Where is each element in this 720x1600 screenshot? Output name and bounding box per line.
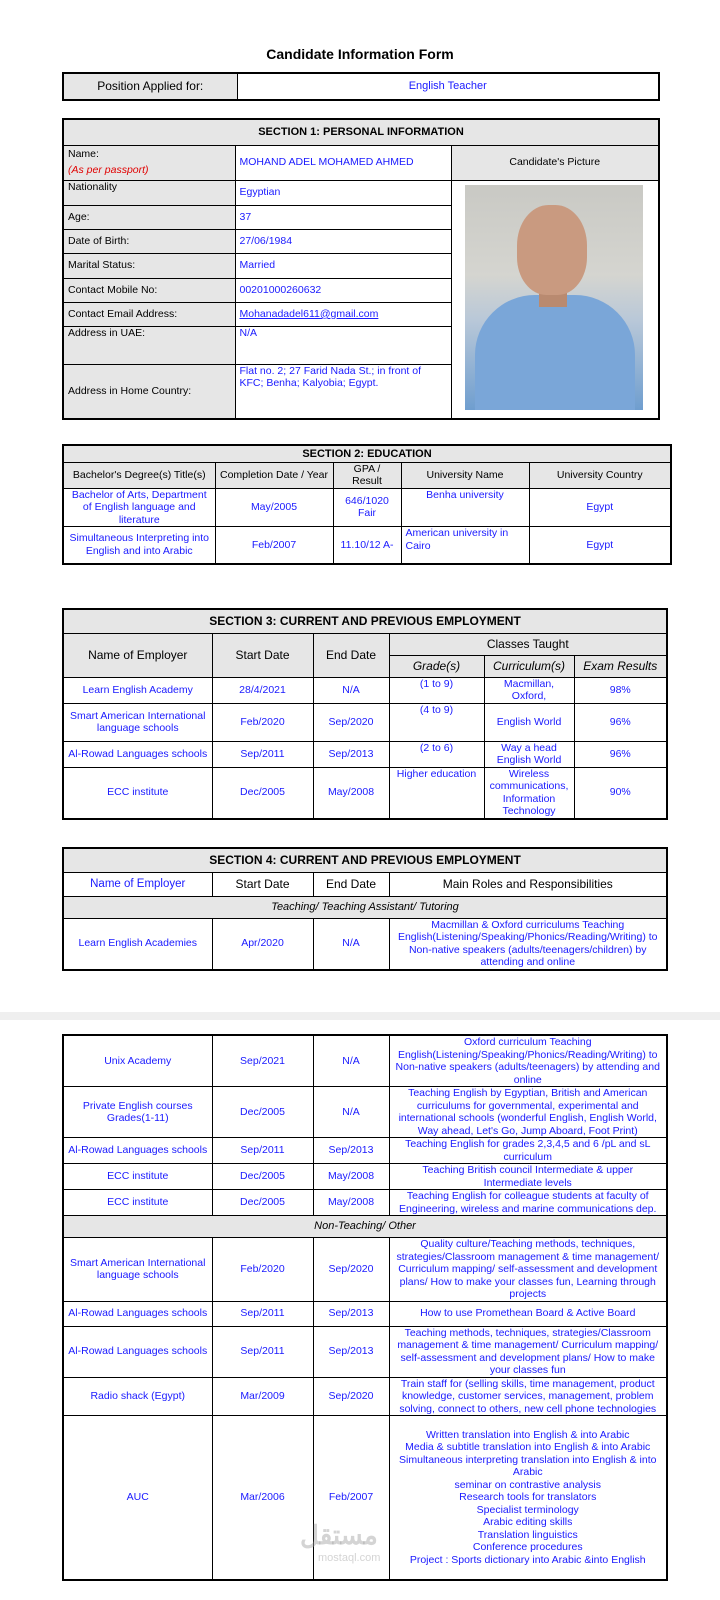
edu-date: May/2005 [215, 488, 333, 527]
roles-row [63, 1035, 667, 1087]
name-note: (As per passport) [68, 164, 149, 176]
uae-value: N/A [235, 326, 451, 364]
emp-curriculum: Wireless communications, Information Technology [484, 767, 574, 819]
emp-employer: ECC institute [63, 767, 212, 819]
auc-line: Specialist terminology [476, 1503, 579, 1516]
position-table [62, 72, 660, 101]
mobile-value: 00201000260632 [235, 278, 451, 302]
roles-end: Sep/2020 [313, 1238, 389, 1302]
email-link[interactable]: Mohanadadel611@gmail.com [235, 302, 451, 326]
emp-employer: Smart American International language schools [63, 703, 212, 741]
emp-results: 90% [574, 767, 667, 819]
roles-row [63, 1377, 667, 1416]
emp-start: Feb/2020 [212, 703, 313, 741]
nationality-label: Nationality [63, 180, 235, 205]
roles-end: May/2008 [313, 1164, 389, 1190]
roles-description: Teaching English by Egyptian, British and American curriculums for governmental, experimental and international schools (wonderful English, English World, Way ahead, Let's Go, Jump Aboard, Foot Print) [389, 1087, 667, 1138]
home-value: Flat no. 2; 27 Farid Nada St.; in front of KFC; Benha; Kalyobia; Egypt. [235, 364, 451, 419]
emp-grades: (1 to 9) [389, 677, 484, 703]
candidate-photo [465, 185, 643, 410]
employment-row [63, 703, 667, 741]
emp-header-classes: Classes Taught [389, 633, 667, 655]
age-label: Age: [63, 205, 235, 229]
marital-label: Marital Status: [63, 253, 235, 278]
emp-grades: (2 to 6) [389, 741, 484, 767]
picture-label: Candidate's Picture [451, 145, 659, 180]
roles-end: May/2008 [313, 1190, 389, 1216]
roles-description [389, 1416, 667, 1580]
edu-date: Feb/2007 [215, 527, 333, 564]
edu-header-title: Bachelor's Degree(s) Title(s) [63, 462, 215, 488]
roles-end: N/A [313, 1035, 389, 1087]
employment-row [63, 677, 667, 703]
edu-university: American university in Cairo [401, 527, 529, 564]
edu-degree: Bachelor of Arts, Department of English language and literature [63, 488, 215, 527]
roles-employer: Al-Rowad Languages schools [63, 1326, 212, 1377]
section3-heading: SECTION 3: CURRENT AND PREVIOUS EMPLOYMENT [63, 609, 667, 633]
email-label: Contact Email Address: [63, 302, 235, 326]
roles-employer: Unix Academy [63, 1035, 212, 1087]
roles-header-start: Start Date [212, 872, 313, 896]
emp-header-results: Exam Results [574, 655, 667, 677]
roles-employer: AUC [63, 1416, 212, 1580]
edu-row [63, 527, 671, 564]
edu-header-gpa: GPA / Result [333, 462, 401, 488]
roles-header-roles: Main Roles and Responsibilities [389, 872, 667, 896]
dob-value: 27/06/1984 [235, 229, 451, 253]
employment-row [63, 741, 667, 767]
roles-end: Sep/2013 [313, 1326, 389, 1377]
roles-row [63, 1190, 667, 1216]
roles-description: Oxford curriculum Teaching English(Listening/Speaking/Phonics/Reading/Writing) to Non-native speakers (adults/teenagers) by attending and online [389, 1035, 667, 1087]
roles-employer: Al-Rowad Languages schools [63, 1301, 212, 1326]
roles-row [63, 1238, 667, 1302]
edu-gpa: 646/1020 Fair [333, 488, 401, 527]
roles-end: N/A [313, 918, 389, 970]
roles-row [63, 1301, 667, 1326]
uae-label: Address in UAE: [63, 326, 235, 364]
position-label: Position Applied for: [63, 73, 237, 100]
section4-heading: SECTION 4: CURRENT AND PREVIOUS EMPLOYMENT [63, 848, 667, 872]
roles-description: Train staff for (selling skills, time management, product knowledge, customer services, management, problem solving, connect to others, new cell phone technologies [389, 1377, 667, 1416]
section4-continued-table [62, 1034, 668, 1581]
roles-employer: ECC institute [63, 1190, 212, 1216]
dob-label: Date of Birth: [63, 229, 235, 253]
roles-start: Sep/2011 [212, 1138, 313, 1164]
auc-line: Written translation into English & into Arabic [426, 1428, 630, 1441]
auc-line: Conference procedures [472, 1541, 583, 1553]
roles-header-employer: Name of Employer [63, 872, 212, 896]
subheading-teaching: Teaching/ Teaching Assistant/ Tutoring [63, 896, 667, 918]
emp-end: N/A [313, 677, 389, 703]
emp-header-employer: Name of Employer [63, 633, 212, 677]
emp-header-curriculum: Curriculum(s) [484, 655, 574, 677]
edu-university: Benha university [401, 488, 529, 527]
age-value: 37 [235, 205, 451, 229]
edu-header-university: University Name [401, 462, 529, 488]
name-value: MOHAND ADEL MOHAMED AHMED [235, 145, 451, 180]
roles-start: Dec/2005 [212, 1087, 313, 1138]
emp-results: 96% [574, 703, 667, 741]
roles-end: Sep/2013 [313, 1138, 389, 1164]
nationality-value: Egyptian [235, 180, 451, 205]
roles-description: Teaching methods, techniques, strategies/Classroom management & time management/ Curriculum mapping/ self-assessment and development plans/ How to make your classes fun [389, 1326, 667, 1377]
emp-end: May/2008 [313, 767, 389, 819]
emp-start: Sep/2011 [212, 741, 313, 767]
roles-row [63, 1138, 667, 1164]
roles-description: Teaching English for colleague students at faculty of Engineering, wireless and marine communications dep. [389, 1190, 667, 1216]
edu-row [63, 488, 671, 527]
roles-row [63, 918, 667, 970]
section3-table [62, 608, 668, 820]
name-label: Name: [68, 147, 99, 160]
section2-table [62, 444, 672, 565]
edu-header-country: University Country [529, 462, 671, 488]
emp-end: Sep/2020 [313, 703, 389, 741]
roles-header-end: End Date [313, 872, 389, 896]
roles-start: Mar/2009 [212, 1377, 313, 1416]
auc-line: Project : Sports dictionary into Arabic &into English [409, 1553, 646, 1566]
roles-end: Sep/2020 [313, 1377, 389, 1416]
roles-employer: Radio shack (Egypt) [63, 1377, 212, 1416]
roles-employer: Learn English Academies [63, 918, 212, 970]
emp-curriculum: Way a head English World [484, 741, 574, 767]
roles-start: Sep/2011 [212, 1326, 313, 1377]
roles-start: Apr/2020 [212, 918, 313, 970]
emp-grades: Higher education [389, 767, 484, 819]
emp-start: 28/4/2021 [212, 677, 313, 703]
section4-table [62, 847, 668, 971]
roles-employer: Al-Rowad Languages schools [63, 1138, 212, 1164]
mobile-label: Contact Mobile No: [63, 278, 235, 302]
auc-line: Media & subtitle translation into English & into Arabic [405, 1441, 651, 1453]
edu-country: Egypt [529, 527, 671, 564]
roles-row [63, 1164, 667, 1190]
section1-heading: SECTION 1: PERSONAL INFORMATION [63, 119, 659, 145]
position-value: English Teacher [237, 73, 659, 100]
emp-employer: Learn English Academy [63, 677, 212, 703]
roles-row [63, 1087, 667, 1138]
roles-end: Feb/2007 [313, 1416, 389, 1580]
watermark-url: mostaql.com [318, 1552, 381, 1564]
emp-curriculum: English World [484, 703, 574, 741]
emp-grades: (4 to 9) [389, 703, 484, 741]
roles-start: Sep/2021 [212, 1035, 313, 1087]
home-label: Address in Home Country: [63, 364, 235, 419]
emp-header-start: Start Date [212, 633, 313, 677]
emp-curriculum: Macmillan, Oxford, [484, 677, 574, 703]
roles-description: Teaching English for grades 2,3,4,5 and 6 /pL and sL curriculum [389, 1138, 667, 1164]
subheading-non-teaching: Non-Teaching/ Other [63, 1216, 667, 1238]
marital-value: Married [235, 253, 451, 278]
roles-start: Feb/2020 [212, 1238, 313, 1302]
emp-start: Dec/2005 [212, 767, 313, 819]
name-label-cell [63, 145, 235, 180]
roles-description: How to use Promethean Board & Active Board [389, 1301, 667, 1326]
auc-line: Arabic editing skills [483, 1516, 573, 1528]
roles-start: Dec/2005 [212, 1164, 313, 1190]
roles-start: Sep/2011 [212, 1301, 313, 1326]
auc-line: seminar on contrastive analysis [454, 1478, 601, 1491]
roles-description: Teaching British council Intermediate & upper Intermediate levels [389, 1164, 667, 1190]
roles-start: Dec/2005 [212, 1190, 313, 1216]
emp-header-end: End Date [313, 633, 389, 677]
page-divider [0, 1012, 720, 1020]
emp-end: Sep/2013 [313, 741, 389, 767]
watermark-logo: مستقل [300, 1520, 378, 1550]
auc-line: Simultaneous interpreting translation into English & into Arabic [399, 1453, 657, 1478]
form-title: Candidate Information Form [266, 46, 454, 62]
emp-results: 98% [574, 677, 667, 703]
roles-description: Quality culture/Teaching methods, techniques, strategies/Classroom management & time management/ Curriculum mapping/ self-assessment and development plans/ How to make your classes fun, Learning through projects [389, 1238, 667, 1302]
emp-header-grades: Grade(s) [389, 655, 484, 677]
photo-body-shape [475, 295, 635, 410]
roles-description: Macmillan & Oxford curriculums Teaching English(Listening/Speaking/Phonics/Reading/Writing) to Non-native speakers (adults/teenagers/children) by attending and online [389, 918, 667, 970]
photo-head-shape [517, 205, 587, 295]
roles-employer: Smart American International language schools [63, 1238, 212, 1302]
edu-header-date: Completion Date / Year [215, 462, 333, 488]
roles-end: Sep/2013 [313, 1301, 389, 1326]
emp-results: 96% [574, 741, 667, 767]
auc-line: Research tools for translators [459, 1491, 597, 1503]
roles-start: Mar/2006 [212, 1416, 313, 1580]
roles-employer: ECC institute [63, 1164, 212, 1190]
edu-country: Egypt [529, 488, 671, 527]
section2-heading: SECTION 2: EDUCATION [63, 445, 671, 462]
auc-line: Translation linguistics [477, 1528, 578, 1541]
edu-gpa: 11.10/12 A- [333, 527, 401, 564]
roles-end: N/A [313, 1087, 389, 1138]
emp-employer: Al-Rowad Languages schools [63, 741, 212, 767]
roles-employer: Private English courses Grades(1-11) [63, 1087, 212, 1138]
roles-row [63, 1326, 667, 1377]
employment-row [63, 767, 667, 819]
edu-degree: Simultaneous Interpreting into English and into Arabic [63, 527, 215, 564]
